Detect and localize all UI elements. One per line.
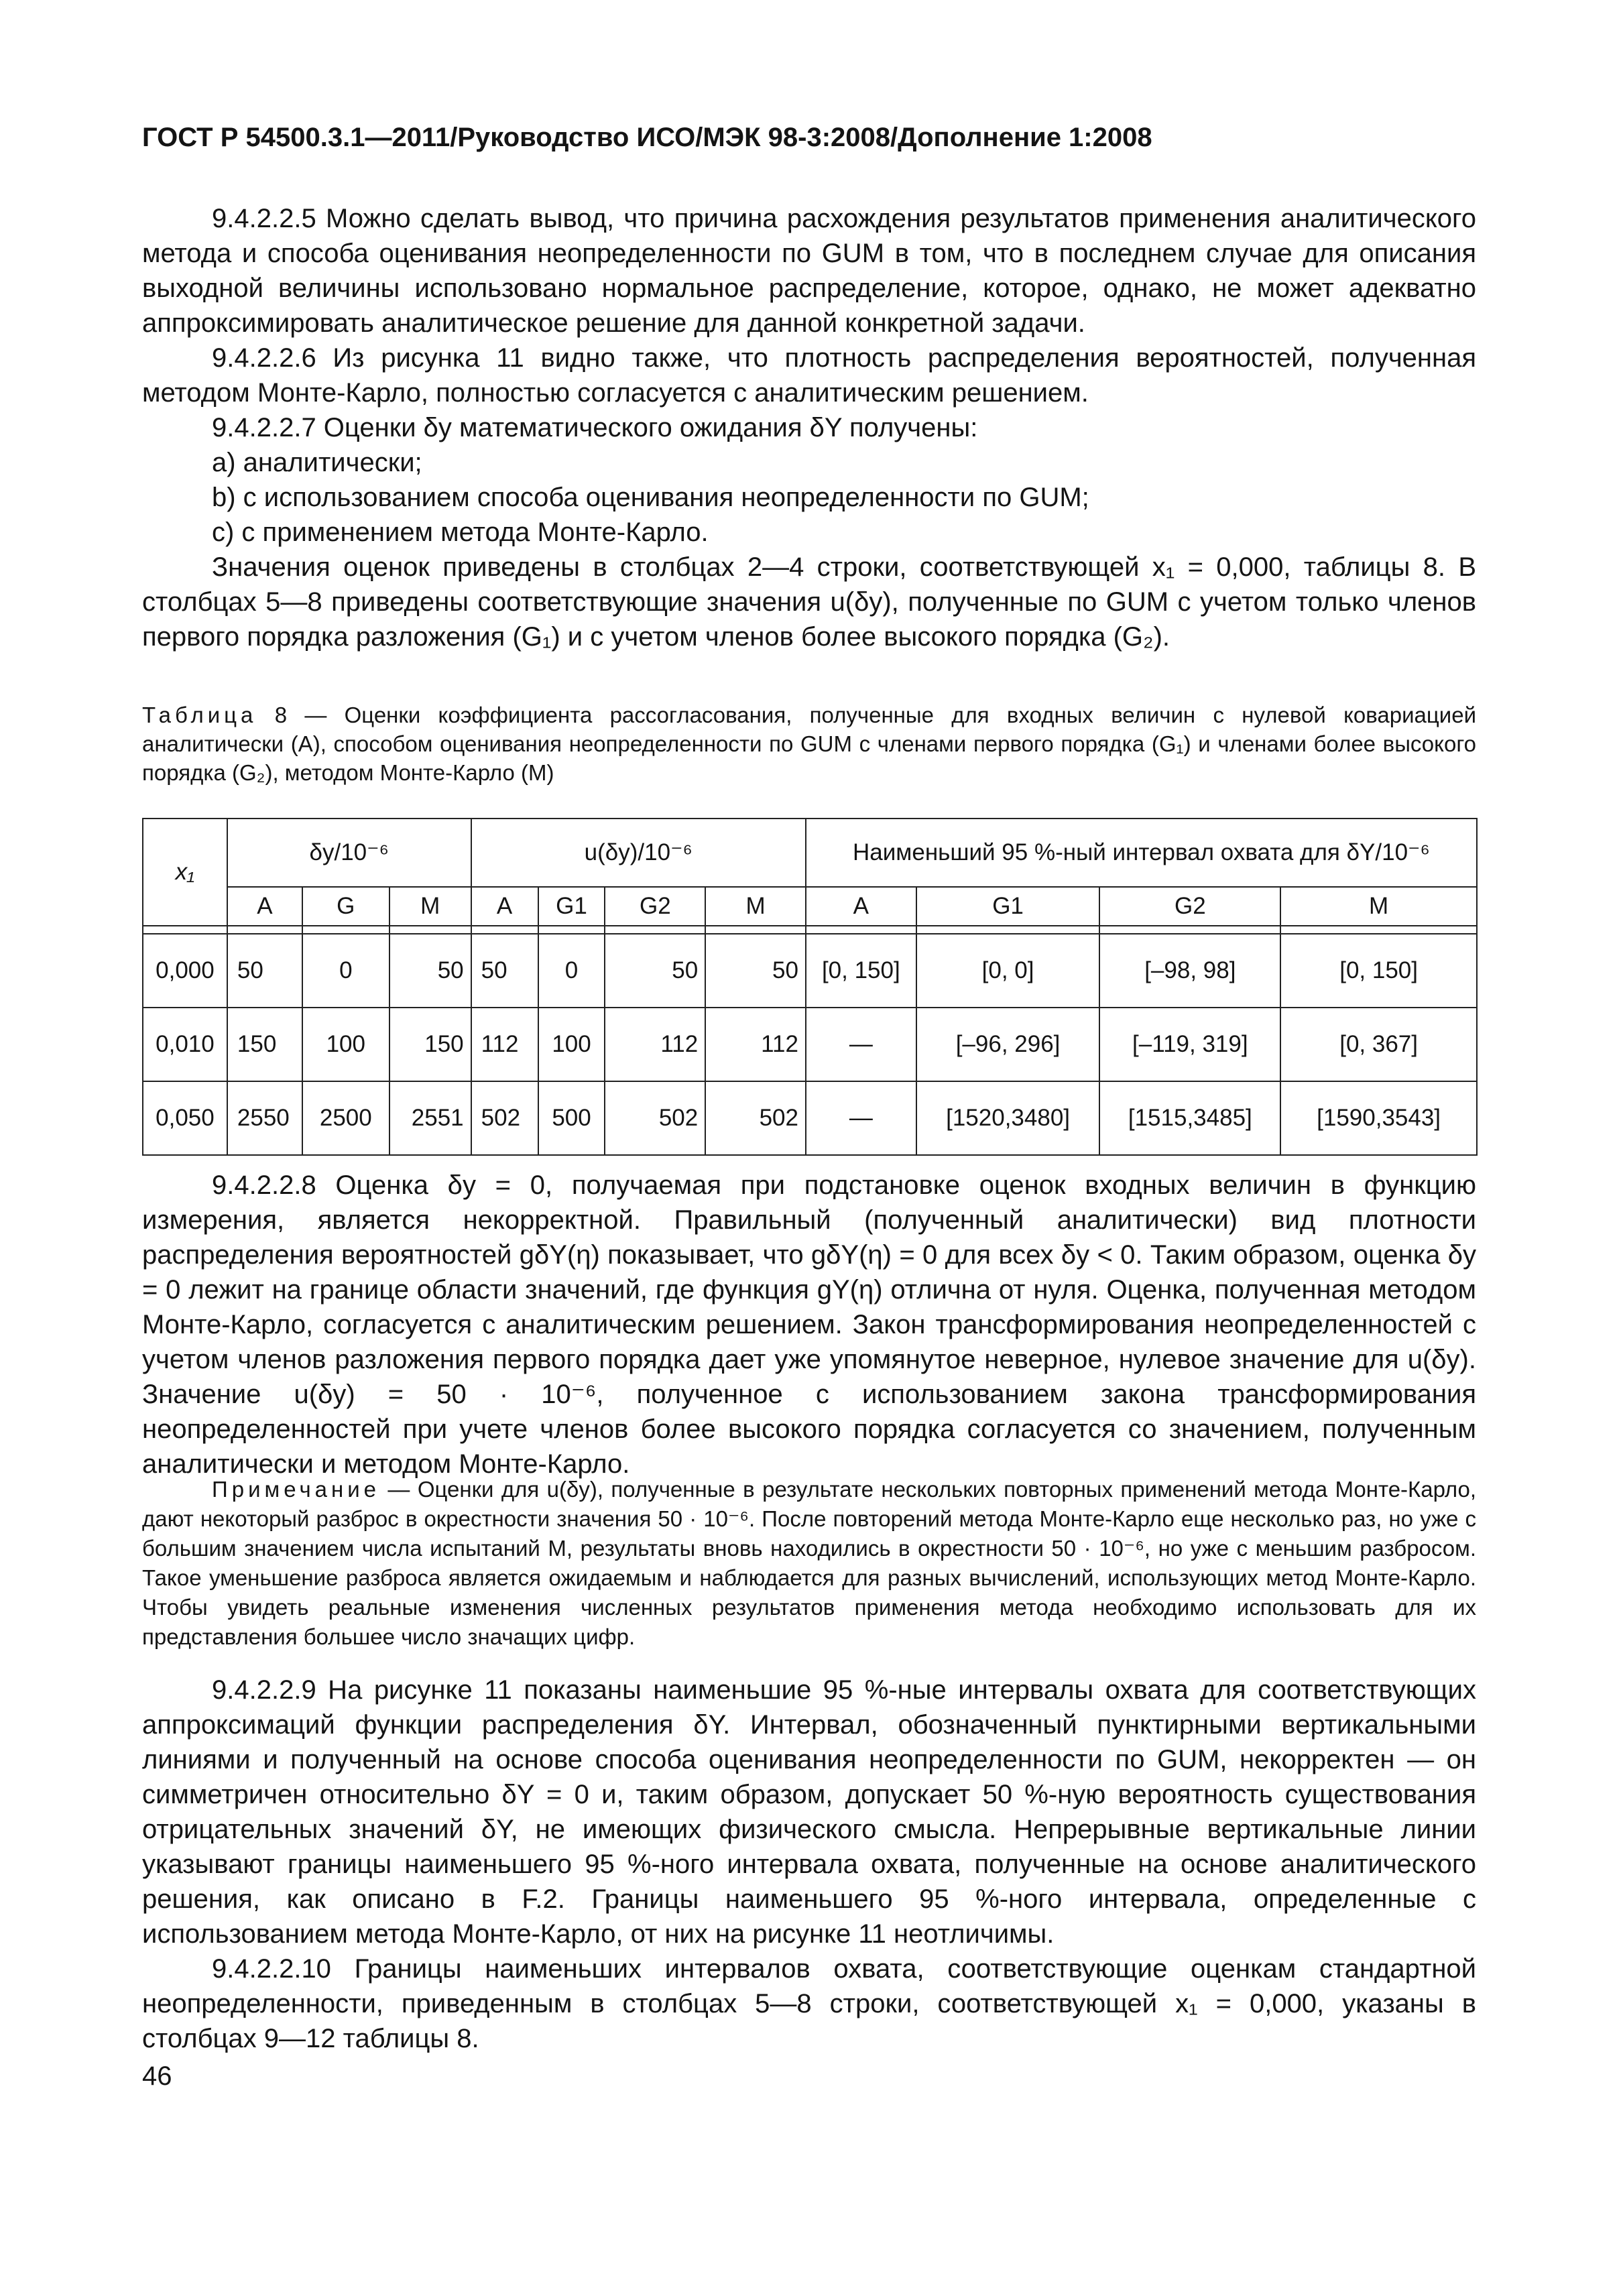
cell: 0 xyxy=(538,934,605,1008)
cell: — xyxy=(806,1081,916,1155)
cell: 502 xyxy=(471,1081,538,1155)
table-caption xyxy=(142,701,1476,787)
cell: [1590,3543] xyxy=(1280,1081,1477,1155)
cell: 112 xyxy=(605,1008,705,1081)
cell: [1515,3485] xyxy=(1099,1081,1280,1155)
subheader-dy-m: M xyxy=(389,887,471,926)
paragraph-9-4-2-2-9: 9.4.2.2.9 На рисунке 11 показаны наименьшие 95 %-ные интервалы охвата для соответствующих аппроксимаций функции распределения δY. Интервал, обозначенный пунктирными вертикальными линиями и полученный на основе способа оценивания неопределенности по GUM, некорректен — он симметричен относительно δY = 0 и, таким образом, допускает 50 %-ную вероятность существования отрицательных значений δY, не имеющих физического смысла. Непрерывные вертикальные линии указывают границы наименьшего 95 %-ного интервала охвата, полученные на основе аналитического решения, как описано в F.2. Границы наименьшего 95 %-ного интервала, определенные с использованием метода Монте-Карло, от них на рисунке 11 неотличимы. xyxy=(142,1675,1476,1949)
cell-x1: 0,000 xyxy=(143,934,227,1008)
cell: [–119, 319] xyxy=(1099,1008,1280,1081)
subheader-udy-g2: G2 xyxy=(605,887,705,926)
cell: [0, 150] xyxy=(1280,934,1477,1008)
subheader-udy-g1: G1 xyxy=(538,887,605,926)
paragraph-9-4-2-2-7: 9.4.2.2.7 Оценки δy математического ожидания δY получены: xyxy=(212,413,978,442)
list-item-a: а) аналитически; xyxy=(212,448,422,477)
header-dy: δy/10⁻⁶ xyxy=(227,819,471,887)
cell: 50 xyxy=(227,934,302,1008)
header-udy: u(δy)/10⁻⁶ xyxy=(471,819,806,887)
table-row xyxy=(143,1081,1477,1155)
table-caption-label: Таблица xyxy=(142,703,257,727)
cell: 2500 xyxy=(302,1081,389,1155)
cell: 150 xyxy=(389,1008,471,1081)
header-interval: Наименьший 95 %-ный интервал охвата для δY/10⁻⁶ xyxy=(806,819,1477,887)
subheader-int-g2: G2 xyxy=(1099,887,1280,926)
body-text-lower xyxy=(142,1168,1476,1482)
body-text-final xyxy=(142,1673,1476,2056)
cell: 502 xyxy=(705,1081,806,1155)
subheader-udy-a: A xyxy=(471,887,538,926)
body-text-upper xyxy=(142,201,1476,654)
subheader-dy-g: G xyxy=(302,887,389,926)
cell: 50 xyxy=(389,934,471,1008)
cell-x1: 0,010 xyxy=(143,1008,227,1081)
list-item-b: b) с использованием способа оценивания неопределенности по GUM; xyxy=(212,483,1089,512)
header-separator xyxy=(143,926,1477,934)
cell: 150 xyxy=(227,1008,302,1081)
cell: 2550 xyxy=(227,1081,302,1155)
note-text: — Оценки для u(δy), полученные в результате нескольких повторных применений метода Монте-Карло, дают некоторый разброс в окрестности значения 50 · 10⁻⁶. После повторений метода Монте-Карло еще несколько раз, но уже с большим значением числа испытаний M, результаты вновь находились в окрестности 50 · 10⁻⁶, но уже с меньшим разбросом. Такое уменьшение разброса является ожидаемым и наблюдается для разных вычислений, использующих метод Монте-Карло. Чтобы увидеть реальные изменения численных результатов применения метода необходимо использовать для их представления большее число значащих цифр. xyxy=(142,1477,1476,1649)
cell: [1520,3480] xyxy=(916,1081,1100,1155)
cell: [0, 367] xyxy=(1280,1008,1477,1081)
paragraph-values: Значения оценок приведены в столбцах 2—4 строки, соответствующей x₁ = 0,000, таблицы 8. В столбцах 5—8 приведены соответствующие значения u(δy), полученные по GUM с учетом только членов первого порядка разложения (G₁) и с учетом членов более высокого порядка (G₂). xyxy=(142,552,1476,652)
cell: 502 xyxy=(605,1081,705,1155)
cell: [0, 0] xyxy=(916,934,1100,1008)
cell: 500 xyxy=(538,1081,605,1155)
cell: 50 xyxy=(705,934,806,1008)
header-x1: x₁ xyxy=(143,819,227,926)
cell: [–96, 296] xyxy=(916,1008,1100,1081)
subheader-dy-a: A xyxy=(227,887,302,926)
cell-x1: 0,050 xyxy=(143,1081,227,1155)
cell: 100 xyxy=(538,1008,605,1081)
paragraph-9-4-2-2-6: 9.4.2.2.6 Из рисунка 11 видно также, что плотность распределения вероятностей, полученная методом Монте-Карло, полностью согласуется с аналитическим решением. xyxy=(142,343,1476,408)
list-item-c: с) с применением метода Монте-Карло. xyxy=(212,518,709,547)
paragraph-9-4-2-2-10: 9.4.2.2.10 Границы наименьших интервалов охвата, соответствующие оценкам стандартной неопределенности, приведенным в столбцах 5—8 строки, соответствующей x₁ = 0,000, указаны в столбцах 9—12 таблицы 8. xyxy=(142,1954,1476,2053)
cell: [–98, 98] xyxy=(1099,934,1280,1008)
page-number: 46 xyxy=(142,2061,172,2091)
cell: 112 xyxy=(705,1008,806,1081)
note-label: Примечание xyxy=(212,1477,381,1502)
subheader-int-m: M xyxy=(1280,887,1477,926)
cell: 112 xyxy=(471,1008,538,1081)
cell: 0 xyxy=(302,934,389,1008)
cell: 100 xyxy=(302,1008,389,1081)
subheader-int-g1: G1 xyxy=(916,887,1100,926)
cell: 50 xyxy=(605,934,705,1008)
cell: — xyxy=(806,1008,916,1081)
cell: 50 xyxy=(471,934,538,1008)
subheader-udy-m: M xyxy=(705,887,806,926)
table-row xyxy=(143,1008,1477,1081)
table-caption-text: 8 — Оценки коэффициента рассогласования, полученные для входных величин с нулевой ковариацией аналитически (A), способом оценивания неопределенности по GUM с членами первого порядка (G₁) и членами более высокого порядка (G₂), методом Монте-Карло (M) xyxy=(142,703,1477,785)
note-block xyxy=(142,1475,1476,1652)
subheader-int-a: A xyxy=(806,887,916,926)
table-row xyxy=(143,934,1477,1008)
paragraph-9-4-2-2-5: 9.4.2.2.5 Можно сделать вывод, что причина расхождения результатов применения аналитического метода и способа оценивания неопределенности по GUM в том, что в последнем случае для описания выходной величины использовано нормальное распределение, которое, однако, не может адекватно аппроксимировать аналитическое решение для данной конкретной задачи. xyxy=(142,204,1476,338)
paragraph-9-4-2-2-8: 9.4.2.2.8 Оценка δy = 0, получаемая при подстановке оценок входных величин в функцию измерения, является некорректной. Правильный (полученный аналитически) вид плотности распределения вероятностей gδY(η) показывает, что gδY(η) = 0 для всех δy < 0. Таким образом, оценка δy = 0 лежит на границе области значений, где функция gY(η) отлична от нуля. Оценка, полученная методом Монте-Карло, согласуется с аналитическим решением. Закон трансформирования неопределенностей с учетом членов разложения первого порядка дает уже упомянутое неверное, нулевое значение для u(δy). Значение u(δy) = 50 · 10⁻⁶, полученное с использованием закона трансформирования неопределенностей при учете членов более высокого порядка согласуется со значением, полученным аналитически и методом Монте-Карло. xyxy=(142,1170,1476,1479)
document-header: ГОСТ Р 54500.3.1—2011/Руководство ИСО/МЭК 98-3:2008/Дополнение 1:2008 xyxy=(142,123,1152,152)
cell: [0, 150] xyxy=(806,934,916,1008)
table-8 xyxy=(142,818,1478,1156)
cell: 2551 xyxy=(389,1081,471,1155)
